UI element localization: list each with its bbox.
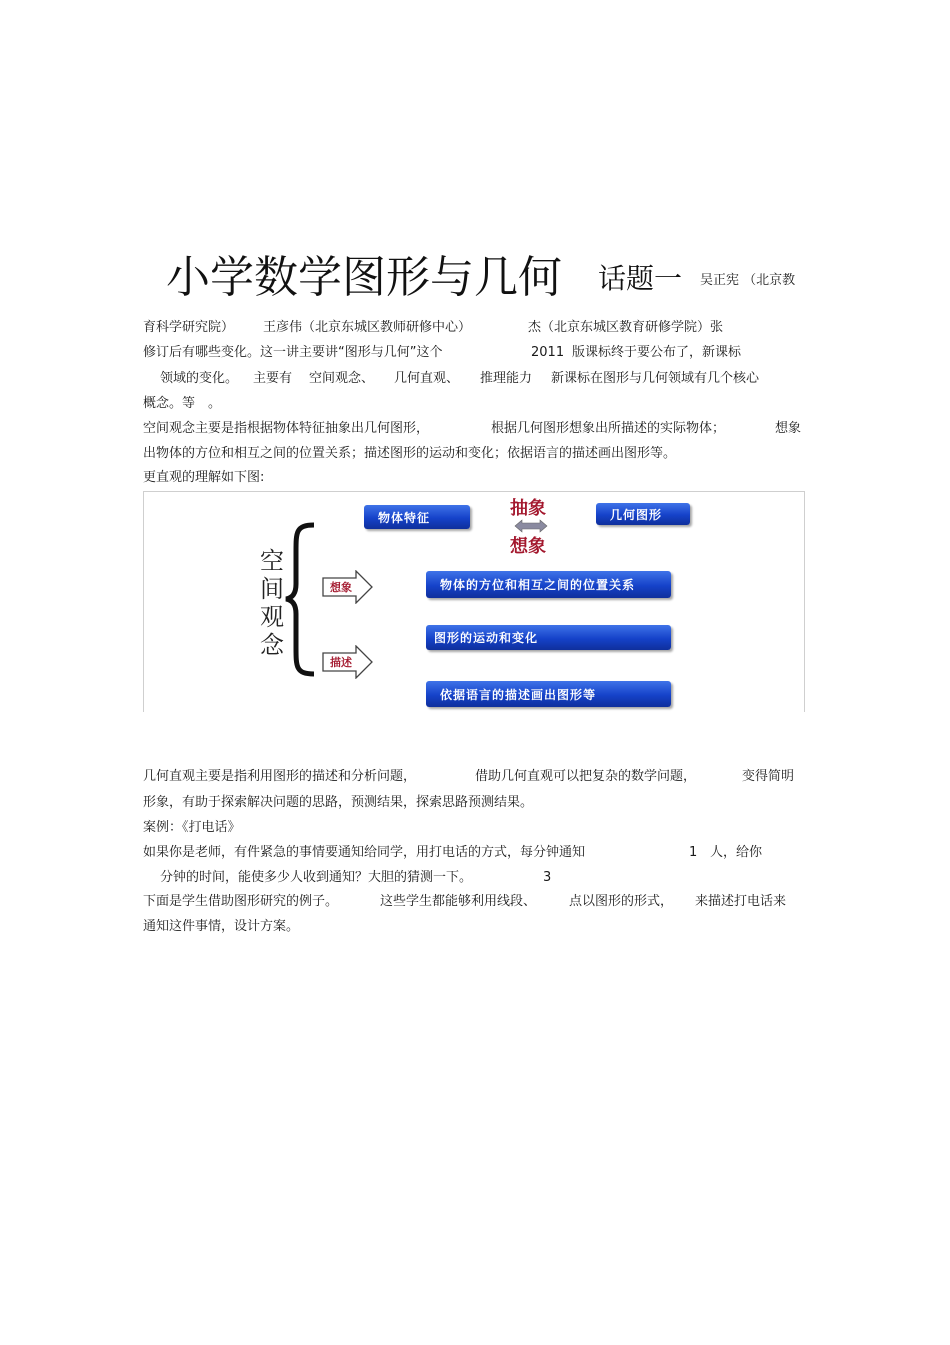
box-position-relation: 物体的方位和相互之间的位置关系	[426, 571, 671, 598]
text-line: 空间观念主要是指根据物体特征抽象出几何图形，	[143, 421, 430, 436]
text-line: 版课标终于要公布了，新课标	[572, 345, 742, 360]
text-line: 3	[543, 870, 552, 885]
text-line: 2011	[531, 345, 565, 360]
case-title: 案例：《打电话》	[143, 820, 241, 835]
author-line-b: 王彦伟（北京东城区教师研修中心）	[263, 320, 472, 335]
text-line: 修订后有哪些变化。这一讲主要讲“图形与几何”这个	[143, 345, 443, 360]
box-motion-change: 图形的运动和变化	[426, 625, 671, 650]
text-line: 出物体的方位和相互之间的位置关系；描述图形的运动和变化；依据语言的描述画出图形等。	[143, 446, 677, 461]
word-abstract: 抽象	[510, 498, 546, 519]
text-line: 几何直观主要是指利用图形的描述和分析问题，	[143, 769, 417, 784]
text-line: 空间观念、	[309, 371, 375, 386]
box-object-feature: 物体特征	[364, 505, 470, 529]
author-line-a: 育科学研究院）	[143, 320, 235, 335]
text-line: 分钟的时间，能使多少人收到通知？大胆的猜测一下。	[160, 870, 473, 885]
text-line: 更直观的理解如下图:	[143, 470, 265, 485]
box-draw-by-description: 依据语言的描述画出图形等	[426, 681, 671, 707]
text-line: 领域的变化。	[160, 371, 239, 386]
text-line: 如果你是老师，有件紧急的事情要通知给同学，用打电话的方式，每分钟通知	[143, 845, 586, 860]
box-geometric-shape: 几何图形	[596, 503, 690, 525]
author-line-start: 吴正宪 （北京教	[700, 273, 796, 288]
text-line: 通知这件事情，设计方案。	[143, 919, 300, 934]
text-line: 来描述打电话来	[695, 894, 787, 909]
word-imagine: 想象	[510, 536, 546, 557]
text-line: 人，给你	[710, 845, 763, 860]
text-line: 形象，有助于探索解决问题的思路，预测结果，探索思路预测结果。	[143, 795, 534, 810]
diagram-left-label: 空间观念	[260, 547, 284, 659]
text-line: 这些学生都能够利用线段、	[380, 894, 537, 909]
arrow-imagine-label: 想象	[330, 581, 352, 594]
double-arrow-icon	[514, 519, 548, 533]
text-line: 根据几何图形想象出所描述的实际物体；	[491, 421, 726, 436]
text-line: 主要有	[253, 371, 293, 386]
text-line: 新课标在图形与几何领域有几个核心	[551, 371, 760, 386]
text-line: 概念。等 。	[143, 396, 222, 411]
text-line: 推理能力	[480, 371, 533, 386]
text-line: 借助几何直观可以把复杂的数学问题，	[475, 769, 697, 784]
text-line: 几何直观、	[394, 371, 460, 386]
topic-label: 话题一	[598, 262, 683, 295]
space-concept-diagram	[143, 491, 805, 712]
author-line-c: 杰（北京东城区教育研修学院）张	[528, 320, 724, 335]
text-line: 想象	[775, 421, 802, 436]
page-title: 小学数学图形与几何	[166, 252, 562, 303]
arrow-describe-label: 描述	[330, 656, 352, 669]
text-line: 下面是学生借助图形研究的例子。	[143, 894, 339, 909]
text-line: 变得简明	[742, 769, 795, 784]
text-line: 1	[689, 845, 698, 860]
text-line: 点以图形的形式，	[569, 894, 674, 909]
